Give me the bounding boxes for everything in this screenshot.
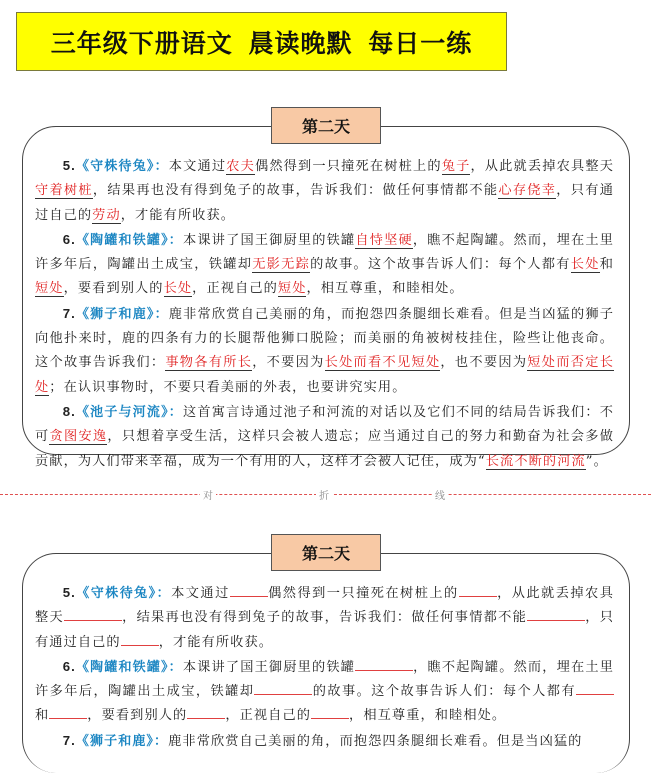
fill-blank[interactable] [187, 706, 225, 719]
answer: 自恃坚硬 [355, 232, 413, 248]
fill-blank[interactable] [49, 706, 87, 719]
fill-blank[interactable] [64, 608, 122, 621]
answer: 无影无踪 [252, 257, 311, 273]
fill-blank[interactable] [459, 584, 497, 597]
answer: 守着树桩 [35, 183, 93, 199]
fill-blank[interactable] [311, 706, 349, 719]
fold-label: 折 [316, 487, 332, 502]
fill-blank[interactable] [576, 682, 614, 695]
day-label: 第二天 [271, 107, 381, 144]
answer: 长处 [163, 281, 193, 297]
book-title: 《陶罐和铁罐》： [75, 659, 183, 675]
book-title: 《守株待兔》： [75, 586, 172, 601]
fill-blank[interactable] [527, 608, 585, 621]
item-5: 5.《守株待兔》：本文通过 偶然得到一只撞死在树桩上的 ，从此就丢掉农具整天 ，结果再也没有得到兔子的故事，告诉我们：做任何事情都不能 ，只有通过自己的 ，才能有所收获。 [35, 585, 615, 650]
answer: 农夫 [226, 159, 255, 174]
fill-blank[interactable] [121, 633, 159, 646]
fold-line [0, 488, 651, 502]
answer: 短处 [35, 281, 64, 297]
answer: 兔子 [441, 159, 471, 174]
answer: 长流不断的河流 [485, 453, 586, 469]
answer: 贪图安逸 [49, 429, 108, 445]
book-title: 《守株待兔》： [75, 159, 169, 174]
fill-blank[interactable] [254, 682, 312, 695]
item-7: 7.《狮子和鹿》：鹿非常欣赏自己美丽的角，而抱怨四条腿细长难看。但是当凶猛的狮子向他扑来时，鹿的四条有力的长腿帮他狮口脱险；而美丽的角被树枝挂住，险些让他丧命。这个故事告诉我们：事物各有所长，不要因为长处而看不见短处，也不要因为短处而否定长处；在认识事物时，不要只看美丽的外表，也要讲究实用。 [35, 305, 614, 395]
fill-blank[interactable] [230, 584, 268, 597]
item-6: 6.《陶罐和铁罐》：本课讲了国王御厨里的铁罐自恃坚硬，瞧不起陶罐。然而，埋在土里许多年后，陶罐出土成宝，铁罐却无影无踪的故事。这个故事告诉人们：每个人都有长处和短处，要看到别人的长处，正视自己的短处，相互尊重，和睦相处。 [35, 231, 614, 297]
book-title: 《陶罐和铁罐》： [75, 232, 183, 248]
page-title-banner [16, 12, 507, 71]
answer: 长处 [570, 257, 600, 273]
answer: 劳动 [92, 207, 121, 223]
book-title: 《池子与河流》： [75, 404, 183, 420]
page-title: 三年级下册语文 晨读晚默 每日一练 [50, 28, 473, 58]
answer: 短处 [277, 281, 307, 297]
book-title: 《狮子和鹿》： [75, 733, 169, 749]
answer: 心存侥幸 [498, 183, 557, 199]
item-7: 7.《狮子和鹿》：鹿非常欣赏自己美丽的角，而抱怨四条腿细长难看。但是当凶猛的 [62, 732, 583, 749]
fold-label: 对 [200, 487, 216, 502]
answer-card [22, 117, 630, 469]
fill-blank[interactable] [355, 658, 413, 671]
answer: 短处而否定长处 [35, 355, 614, 395]
item-6: 6.《陶罐和铁罐》：本课讲了国王御厨里的铁罐 ，瞧不起陶罐。然而，埋在土里许多年后，陶罐出土成宝，铁罐却 的故事。这个故事告诉人们：每个人都有和 ，要看到别人的 ，正视自己的 ，相互尊重，和睦相处。 [35, 658, 614, 724]
answer: 长处而看不见短处 [324, 355, 441, 371]
fold-label: 线 [432, 487, 448, 502]
day-label: 第二天 [271, 534, 381, 571]
item-5: 5.《守株待兔》：本文通过农夫偶然得到一只撞死在树桩上的兔子，从此就丢掉农具整天守着树桩，结果再也没有得到兔子的故事，告诉我们：做任何事情都不能心存侥幸，只有通过自己的劳动，才能有所收获。 [35, 158, 615, 223]
exercise-card [22, 544, 630, 773]
item-8: 8.《池子与河流》：这首寓言诗通过池子和河流的对话以及它们不同的结局告诉我们：不可贪图安逸，只想着享受生活，这样只会被人遗忘；应当通过自己的努力和勤奋为社会多做贡献，为人们带来幸福，成为一个有用的人，这样才会被人记住，成为“长流不断的河流”。 [35, 403, 614, 469]
book-title: 《狮子和鹿》： [75, 306, 169, 322]
answer: 事物各有所长 [165, 355, 253, 371]
